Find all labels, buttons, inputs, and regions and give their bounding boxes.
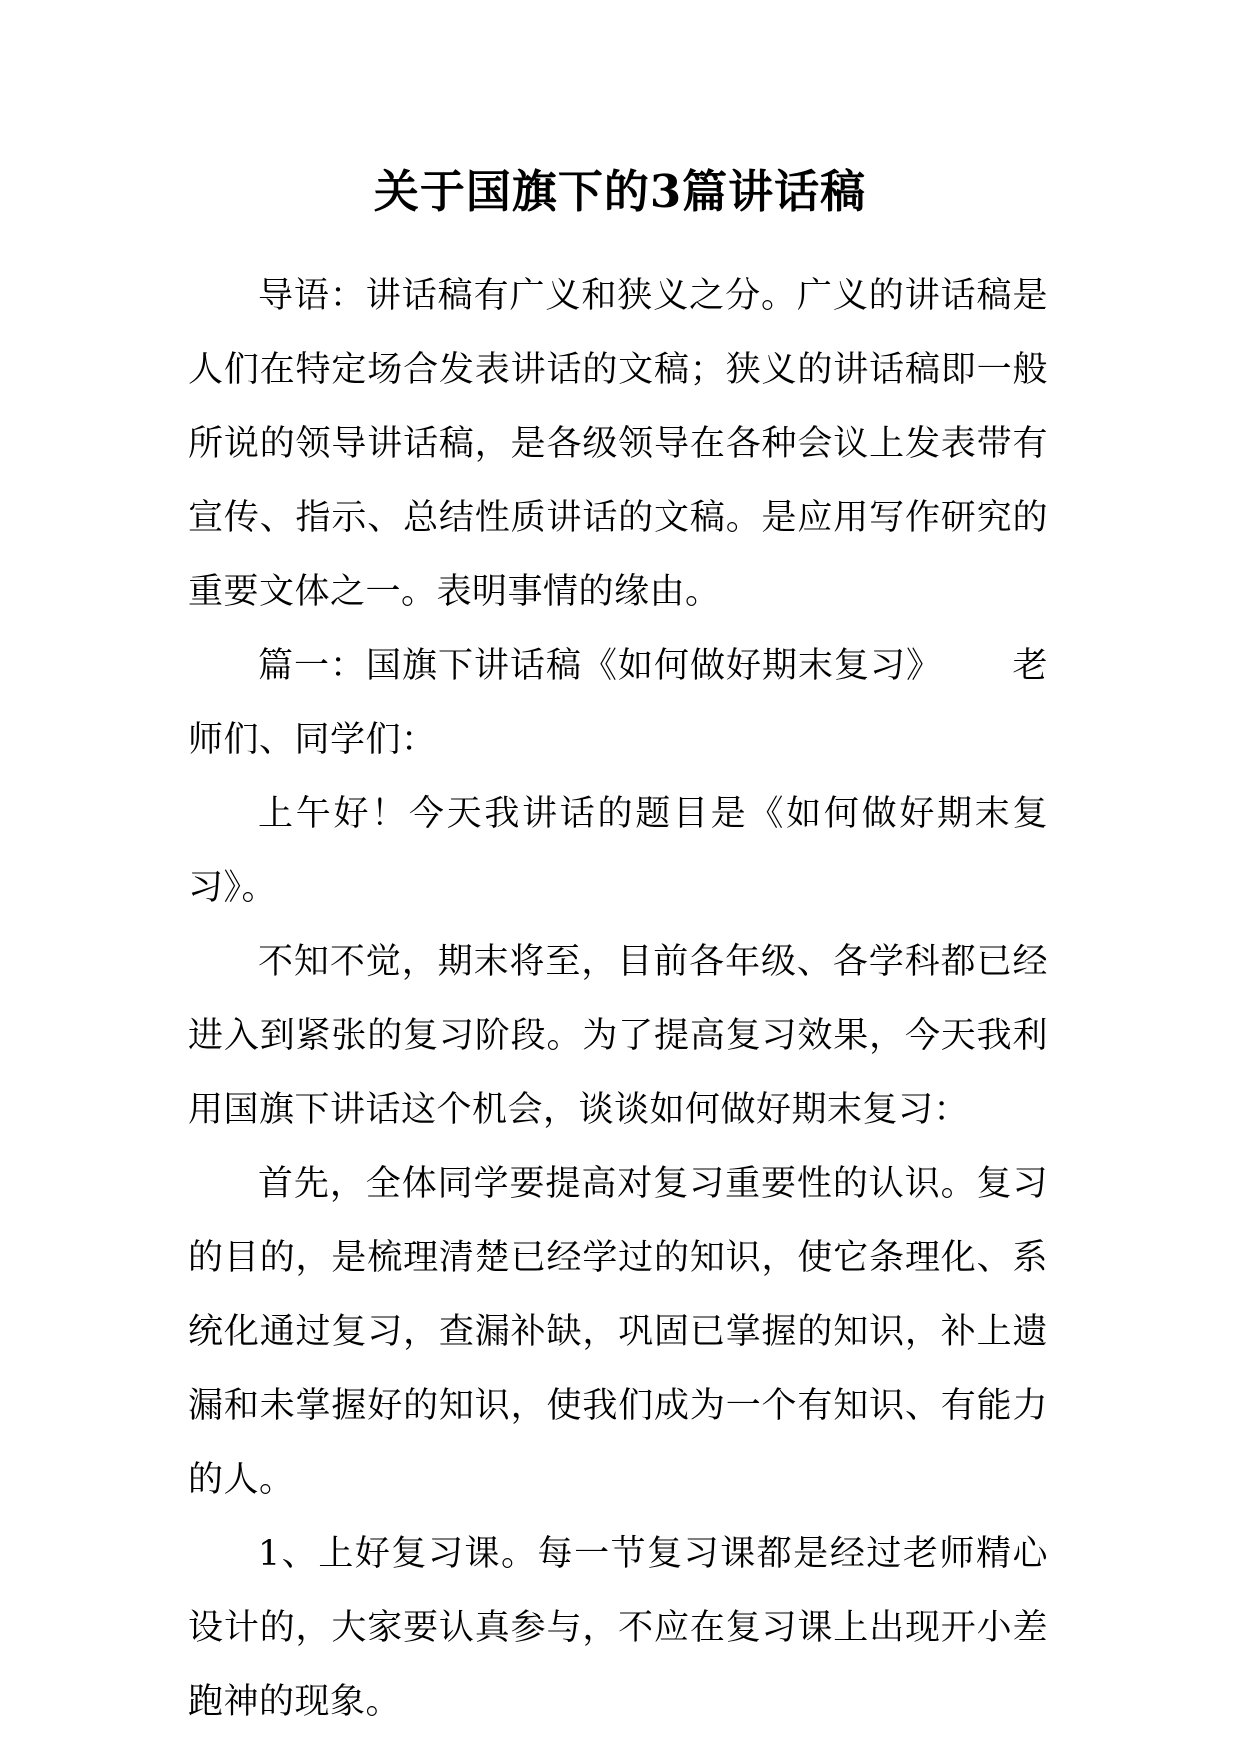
section-heading: 篇一：国旗下讲话稿《如何做好期末复习》 <box>258 646 942 686</box>
speech-paragraph-4: 1、上好复习课。每一节复习课都是经过老师精心设计的，大家要认真参与，不应在复习课上出现开小差跑神的现象。 <box>188 1534 1048 1722</box>
speech-paragraph-1: 上午好！今天我讲话的题目是《如何做好期末复习》。 <box>188 794 1048 908</box>
section-heading-paragraph <box>188 629 1048 777</box>
greeting-text: 老师们、同学们： <box>188 646 1048 760</box>
document-title: 关于国旗下的3篇讲话稿 <box>373 165 867 218</box>
speech-paragraph-3: 首先，全体同学要提高对复习重要性的认识。复习的目的，是梳理清楚已经学过的知识，使它条理化、系统化通过复习，查漏补缺，巩固已掌握的知识，补上遗漏和未掌握好的知识，使我们成为一个有知识、有能力的人。 <box>188 1164 1048 1500</box>
intro-paragraph: 导语：讲话稿有广义和狭义之分。广义的讲话稿是人们在特定场合发表讲话的文稿；狭义的讲话稿即一般所说的领导讲话稿，是各级领导在各种会议上发表带有宣传、指示、总结性质讲话的文稿。是应用写作研究的重要文体之一。表明事情的缘由。 <box>188 276 1048 612</box>
document-body <box>188 259 1048 1739</box>
speech-paragraph-2: 不知不觉，期末将至，目前各年级、各学科都已经进入到紧张的复习阶段。为了提高复习效果，今天我利用国旗下讲话这个机会，谈谈如何做好期末复习： <box>188 942 1048 1130</box>
